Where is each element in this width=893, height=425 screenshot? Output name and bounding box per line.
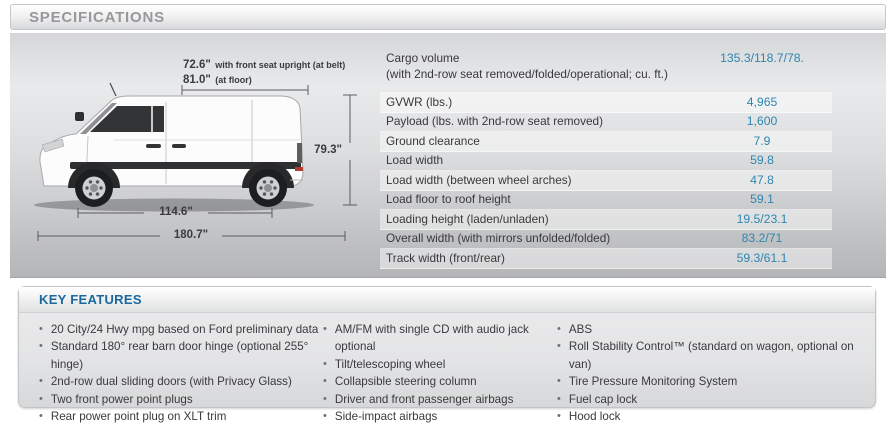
spec-value: 4,965: [746, 94, 778, 109]
feature-text: Hood lock: [568, 410, 621, 424]
spec-label: Track width (front/rear): [386, 250, 505, 265]
spec-sublabel: (with 2nd-row seat removed/folded/operational; cu. ft.): [386, 67, 668, 81]
feature-item: [557, 338, 875, 373]
spec-value: 47.8: [750, 172, 774, 187]
feature-text: ABS: [568, 323, 593, 336]
spec-label: Overall width (with mirrors unfolded/folded): [386, 231, 611, 246]
feature-column: [557, 321, 875, 425]
feature-text: 2nd-row dual sliding doors (with Privacy Glass): [50, 375, 292, 389]
feature-text: Two front power point plugs: [50, 392, 193, 406]
spec-label: Load width (between wheel arches): [386, 172, 572, 187]
feature-text: AM/FM with single CD with audio jack optional: [334, 323, 529, 354]
feature-item: [557, 391, 875, 408]
sliding-door-handle: [172, 144, 186, 148]
bullet-icon: •: [557, 392, 561, 405]
dim-height-label: 79.3": [314, 144, 342, 156]
dim-wheelbase-label: 114.6": [159, 206, 193, 218]
dim-length-label: 180.7": [173, 229, 209, 241]
feature-item: [323, 391, 557, 408]
bullet-icon: •: [39, 410, 43, 423]
dim-floor-note: (at floor): [215, 75, 252, 85]
feature-text: 20 City/24 Hwy mpg based on Ford preliminary data: [50, 323, 319, 336]
feature-item: [323, 356, 557, 373]
spec-row: [380, 132, 832, 152]
feature-item: [39, 373, 323, 390]
feature-text: Roll Stability Control™ (standard on wagon, optional on van): [568, 340, 854, 371]
spec-value: 59.8: [750, 153, 774, 168]
spec-value: 135.3/118.7/78.: [720, 51, 804, 65]
bullet-icon: •: [557, 323, 561, 335]
dim-floor-value: 81.0": [183, 74, 211, 86]
feature-item: [557, 408, 875, 425]
spec-value: 7.9: [753, 133, 771, 148]
spec-value: 19.5/23.1: [736, 211, 788, 226]
bullet-icon: •: [557, 410, 561, 423]
main-panel: [10, 33, 886, 278]
specifications-header-bar: [10, 4, 886, 30]
bullet-icon: •: [557, 375, 561, 388]
bullet-icon: •: [39, 392, 43, 405]
front-wheel: [75, 169, 113, 207]
bullet-icon: •: [323, 357, 327, 370]
spec-row: [380, 249, 832, 269]
bullet-icon: •: [39, 375, 43, 388]
van-diagram: [18, 50, 370, 265]
feature-item: [39, 321, 323, 338]
spec-label: Load floor to roof height: [386, 192, 511, 207]
specifications-title: SPECIFICATIONS: [29, 8, 165, 26]
feature-text: Tire Pressure Monitoring System: [568, 375, 738, 389]
spec-label: Payload (lbs. with 2nd-row seat removed): [386, 114, 604, 129]
feature-item: [557, 373, 875, 390]
feature-item: [323, 321, 557, 356]
feature-column: [323, 321, 557, 425]
feature-text: Driver and front passenger airbags: [334, 392, 514, 406]
spec-label: GVWR (lbs.): [386, 94, 453, 109]
spec-table: [380, 45, 832, 269]
feature-item: [323, 373, 557, 390]
dim-floor-label: [183, 70, 252, 88]
bullet-icon: •: [323, 392, 327, 405]
rear-wheel: [249, 169, 287, 207]
bullet-icon: •: [39, 340, 43, 353]
bullet-icon: •: [323, 410, 327, 423]
spec-value: 59.1: [750, 192, 774, 207]
feature-item: [39, 408, 323, 425]
spec-row: [380, 230, 832, 250]
spec-value: 83.2/71: [741, 231, 783, 246]
spec-row: [380, 210, 832, 230]
key-features-title: KEY FEATURES: [39, 292, 142, 307]
feature-item: [39, 391, 323, 408]
feature-text: Collapsible steering column: [334, 375, 477, 389]
bullet-icon: •: [323, 375, 327, 388]
rear-marker-light: [295, 167, 303, 171]
spec-label: Cargo volume (with 2nd-row seat removed/folded/operational; cu. ft.): [386, 51, 698, 83]
door-handle: [146, 144, 161, 148]
feature-item: [39, 338, 323, 373]
spec-value: 59.3/61.1: [736, 250, 788, 265]
bullet-icon: •: [557, 340, 561, 353]
key-features-panel: [18, 286, 876, 424]
spec-label: Ground clearance: [386, 133, 480, 148]
spec-row: [380, 113, 832, 133]
feature-text: Tilt/telescoping wheel: [334, 357, 446, 371]
spec-label: Loading height (laden/unladen): [386, 211, 549, 226]
antenna: [110, 83, 116, 96]
spec-row: [380, 171, 832, 191]
feature-text: Fuel cap lock: [568, 392, 638, 406]
bullet-icon: •: [323, 323, 327, 335]
feature-text: Rear power point plug on XLT trim: [50, 410, 227, 424]
feature-item: [323, 408, 557, 425]
spec-label: Load width: [386, 153, 444, 168]
feature-column: [39, 321, 323, 425]
spec-row: [380, 45, 832, 93]
feature-text: Side-impact airbags: [334, 410, 438, 424]
side-mirror: [75, 112, 84, 121]
bullet-icon: •: [39, 323, 43, 335]
key-features-header: [19, 287, 875, 313]
spec-value: 1,600: [746, 114, 778, 129]
feature-text: Standard 180° rear barn door hinge (optional 255° hinge): [50, 340, 309, 371]
dim-belt-value: 72.6": [183, 59, 211, 71]
dim-belt-note: with front seat upright (at belt): [215, 60, 346, 70]
spec-row: [380, 152, 832, 172]
key-features-columns: [19, 313, 875, 425]
spec-row: [380, 93, 832, 113]
spec-row: [380, 191, 832, 211]
feature-item: [557, 321, 875, 338]
